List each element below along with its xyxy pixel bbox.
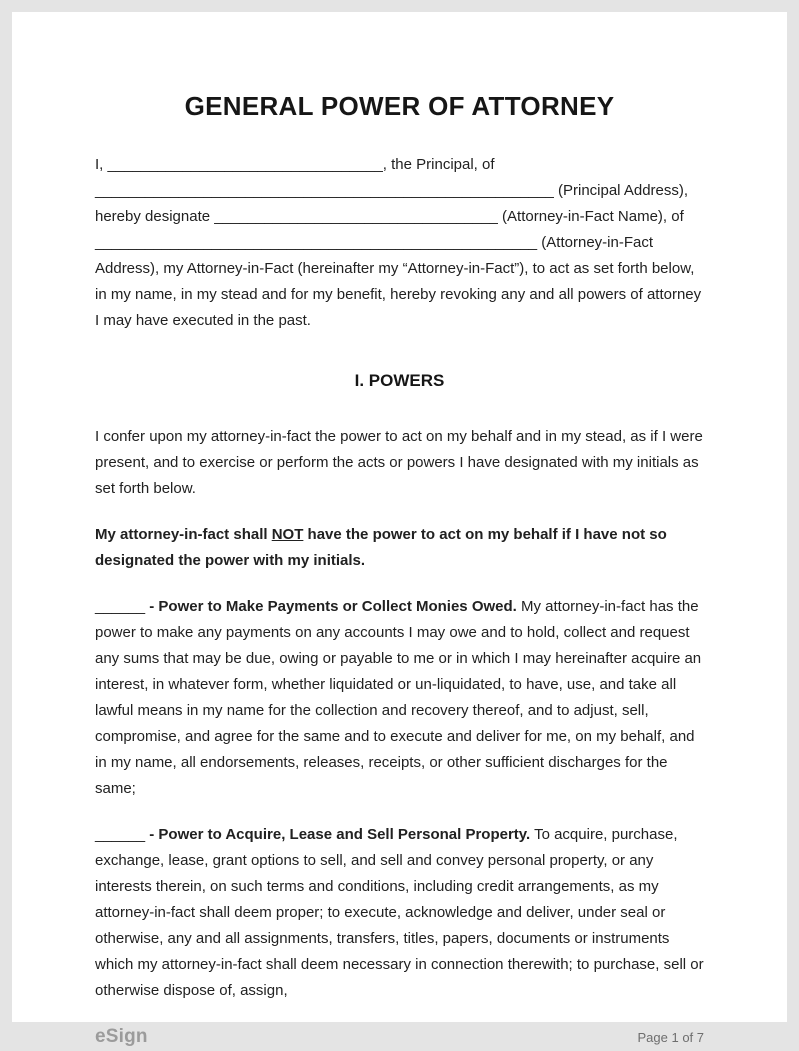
- notice-text-post: have the power to act on my behalf if I have not so designated the power with my initials.: [95, 526, 667, 569]
- initials-blank: ______: [95, 826, 150, 843]
- power-clause-body: To acquire, purchase, exchange, lease, grant options to sell, and sell and convey personal property, or any interests therein, on such terms and conditions, including credit arrangements, as my attorney-in-fact shall deem proper; to execute, acknowledge and deliver, under seal or otherwise, any and all assignments, transfers, titles, papers, documents or instruments which my attorney-in-fact shall deem necessary in connection therewith; to purchase, sell or otherwise dispose of, assign,: [95, 826, 704, 999]
- initials-notice-paragraph: [95, 522, 704, 574]
- notice-text-pre: My attorney-in-fact shall: [95, 526, 272, 543]
- power-clause-title: - Power to Make Payments or Collect Monies Owed.: [149, 598, 517, 615]
- page-footer: [95, 1024, 704, 1051]
- document-page: [12, 12, 787, 1047]
- initials-blank: ______: [95, 598, 150, 615]
- power-clause-personal-property: [95, 822, 704, 1004]
- document-title: GENERAL POWER OF ATTORNEY: [184, 91, 615, 121]
- powers-intro-paragraph: I confer upon my attorney-in-fact the power to act on my behalf and in my stead, as if I were present, and to exercise or perform the acts or powers I have designated with my initials as set forth below.: [95, 428, 703, 497]
- esign-logo: eSign: [95, 1026, 148, 1047]
- notice-emphasis: NOT: [271, 526, 304, 543]
- power-clause-title: - Power to Acquire, Lease and Sell Personal Property.: [149, 826, 531, 843]
- power-clause-body: My attorney-in-fact has the power to make any payments on any accounts I may owe and to hold, collect and request any sums that may be due, owing or payable to me or in which I may hereinafter acquire an interest, in whatever form, whether liquidated or un-liquidated, to have, use, and take all lawful means in my name for the collection and recovery thereof, and to adjust, sell, compromise, and agree for the same and to execute and deliver for me, on my behalf, and in my name, all endorsements, releases, receipts, or other sufficient discharges for the same;: [95, 598, 702, 797]
- intro-paragraph: I, _________________________________, the Principal, of _______________________________________________________ (Principal Address), hereby designate __________________________________ (Attorney-in-Fact Name), of _____________________________________________________ (Attorney-in-Fact Address), my Attorney-in-Fact (hereinafter my “Attorney-in-Fact”), to act as set forth below, in my name, in my stead and for my benefit, hereby revoking any and all powers of attorney I may have executed in the past.: [95, 156, 702, 329]
- power-clause-payments: [95, 594, 704, 802]
- page-indicator: Page 1 of 7: [637, 1030, 704, 1045]
- powers-section-heading: I. POWERS: [354, 371, 445, 390]
